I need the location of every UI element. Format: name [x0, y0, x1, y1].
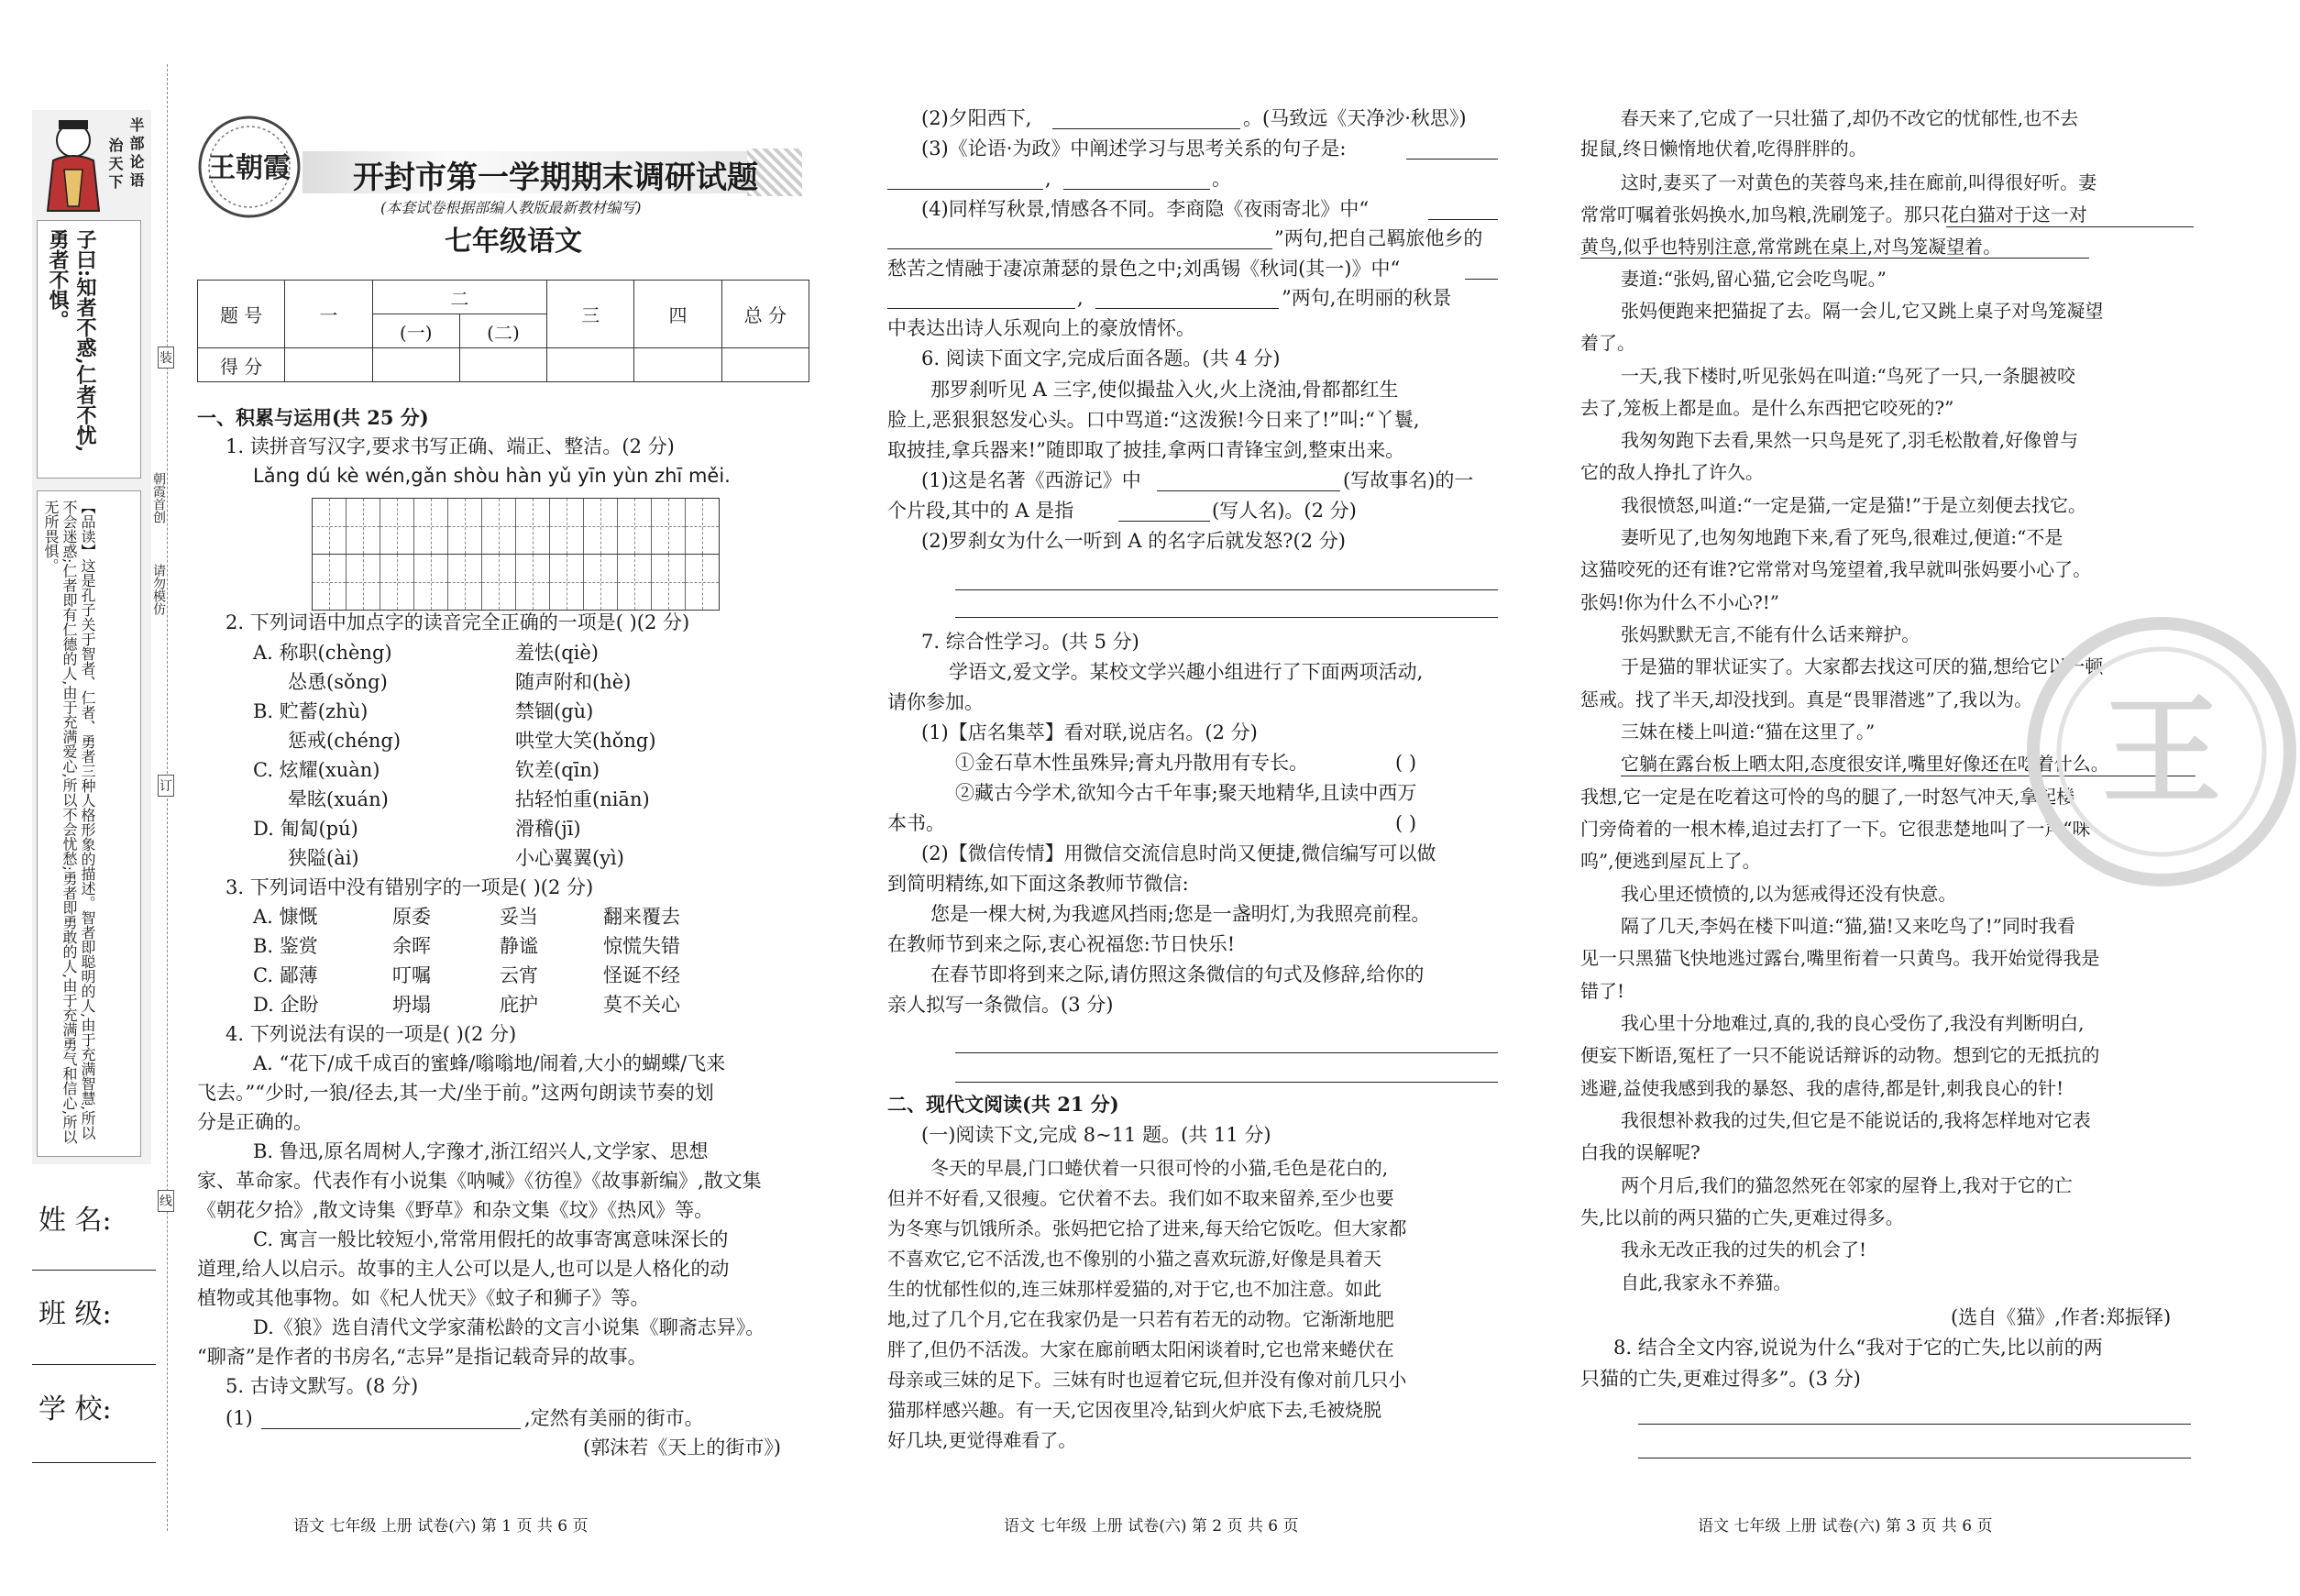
score-cell[interactable] — [285, 348, 372, 382]
score-cell[interactable] — [372, 348, 459, 382]
q3-b-4: 惊慌失错 — [603, 935, 680, 957]
q7-1-couplet-2: ②藏古今学术,欲知今古千年事;聚天地精华,且读中西万 — [955, 782, 1417, 804]
q3-a-1[interactable]: A. 慷慨 — [253, 906, 318, 928]
passage-1-cont: 它的敌人挣扎了许久。 — [1580, 461, 1764, 483]
class-field[interactable] — [32, 1364, 156, 1365]
q5-4-text: 愁苦之情融于凄凉萧瑟的景色之中;刘禹锡《秋词(其一)》中“ — [887, 258, 1401, 280]
passage-1-text: 地,过了几个月,它在我家仍是一只若有若无的动物。它渐渐地肥 — [887, 1308, 1394, 1330]
passage-1-cont: 这猫咬死的还有谁?它常常对鸟笼望着,我早就叫张妈要小心了。 — [1580, 558, 2092, 580]
score-table — [197, 280, 809, 382]
q4-line: “聊斋”是作者的书房名,“志异”是指记载奇异的故事。 — [197, 1346, 647, 1368]
q3-d-2: 坍塌 — [392, 994, 431, 1016]
q7-1-label: (1)【店名集萃】看对联,说店名。(2 分) — [921, 721, 1258, 743]
score-cell[interactable] — [634, 348, 721, 382]
passage-1-text: 为冬寒与饥饿所杀。张妈把它拾了进来,每天给它饭吃。但大家都 — [887, 1217, 1407, 1239]
q5-4-text: ”两句,在明丽的秋景 — [1282, 287, 1452, 309]
score-header-3: 三 — [547, 281, 634, 348]
q7-1-couplet-2: 本书。 — [887, 812, 945, 834]
q5-4-label: (4)同样写秋景,情感各不同。李商隐《夜雨寄北》中“ — [921, 198, 1370, 220]
q3-b-1[interactable]: B. 鉴赏 — [253, 935, 318, 957]
q2-option-d-4: 小心翼翼(yì) — [515, 847, 624, 869]
underline-mark — [1580, 258, 2089, 259]
q7-2-example: 您是一棵大树,为我遮风挡雨;您是一盏明灯,为我照亮前程。 — [930, 903, 1431, 925]
q5-3-sep: , — [1045, 168, 1051, 190]
q5-3-end: 。 — [1212, 168, 1231, 190]
q7-1-answer-1[interactable]: ( ) — [1395, 752, 1417, 774]
q4-line: A. “花下/成千成百的蜜蜂/嗡嗡地/闹着,大小的蝴蝶/飞来 — [253, 1052, 726, 1074]
passage-1-cont: 门旁倚着的一根木棒,追过去打了一下。它很悲楚地叫了一声“咪 — [1580, 818, 2091, 840]
passage-1-cont: 失,比以前的两只猫的亡失,更难过得多。 — [1580, 1206, 1904, 1228]
q6-1-text: (写人名)。(2 分) — [1212, 500, 1357, 522]
passage-1-source: (选自《猫》,作者:郑振铎) — [1951, 1306, 2172, 1328]
passage-1-cont: 张妈默默无言,不能有什么话来辩护。 — [1621, 623, 1920, 645]
q7-intro: 学语文,爱文学。某校文学兴趣小组进行了下面两项活动, — [949, 661, 1424, 683]
passage-1-cont: 三妹在楼上叫道:“猫在这里了。” — [1621, 721, 1876, 743]
q1-writing-grid[interactable] — [312, 498, 720, 555]
confucius-quote: 子曰:知者不惑,仁者不忧,勇者不惧。 — [46, 229, 97, 453]
seal-1: 装 — [158, 347, 174, 369]
passage-1-cont: 它躺在露台板上晒太阳,态度很安详,嘴里好像还在吃着什么。 — [1621, 753, 2109, 775]
score-sub-1: (一) — [372, 314, 459, 348]
passage-1-cont: 隔了几天,李妈在楼下叫道:“猫,猫!又来吃鸟了!”同时我看 — [1621, 915, 2075, 937]
q7-2-task: 亲人拟写一条微信。(3 分) — [887, 994, 1114, 1016]
q7-2-answer-line[interactable] — [955, 1052, 1498, 1053]
passage-1-cont: 惩戒。找了半天,却没找到。真是“畏罪潜逃”了,我以为。 — [1580, 688, 2033, 710]
q3-c-4: 怪诞不经 — [603, 964, 680, 986]
q5-3-blank[interactable] — [1063, 189, 1210, 190]
vertical-note-2: 请勿模仿 — [151, 564, 166, 615]
q3-c-3: 云宵 — [500, 964, 538, 986]
q3-a-2: 原委 — [392, 906, 431, 928]
watermark-seal — [2024, 614, 2299, 889]
q3-c-1[interactable]: C. 鄙薄 — [253, 964, 318, 986]
q2-option-c-4: 拈轻怕重(niān) — [515, 788, 650, 810]
passage-1-cont: 我永无改正我的过失的机会了! — [1621, 1238, 1867, 1260]
q4-line: B. 鲁迅,原名周树人,字豫才,浙江绍兴人,文学家、思想 — [253, 1140, 709, 1162]
q7-prompt: 7. 综合性学习。(共 5 分) — [921, 631, 1139, 653]
passage-1-cont: 春天来了,它成了一只壮猫了,却仍不改它的忧郁性,也不去 — [1621, 107, 2079, 129]
q2-option-d-2: 滑稽(jī) — [515, 818, 581, 840]
q4-line: 分是正确的。 — [197, 1111, 313, 1133]
q7-1-couplet-1: ①金石草木性虽殊异;膏丸丹散用有专长。 — [955, 752, 1309, 774]
passage-1-cont: 我心里十分地难过,真的,我的良心受伤了,我没有判断明白, — [1621, 1012, 2085, 1034]
q3-d-3: 庇护 — [500, 994, 538, 1016]
q2-option-d-3: 狭隘(ài) — [288, 847, 359, 869]
exam-subtitle: (本套试卷根据部编人教版最新教材编写) — [380, 199, 642, 216]
q1-prompt: 1. 读拼音写汉字,要求书写正确、端正、整洁。(2 分) — [226, 435, 675, 457]
q7-2-answer-line[interactable] — [955, 1082, 1498, 1083]
q5-4-blank[interactable] — [1428, 219, 1498, 220]
score-row-label: 得 分 — [198, 348, 285, 382]
q5-prompt: 5. 古诗文默写。(8 分) — [226, 1375, 419, 1397]
passage-1-cont: 妻道:“张妈,留心猫,它会吃鸟呢。” — [1621, 268, 1887, 290]
passage-1-cont: 去了,笼板上都是血。是什么东西把它咬死的?” — [1580, 397, 1954, 419]
q3-prompt: 3. 下列词语中没有错别字的一项是( )(2 分) — [226, 876, 594, 898]
passage-1-cont: 便妄下断语,冤枉了一只不能说话辩诉的动物。想到它的无抵抗的 — [1580, 1044, 2100, 1066]
section-1-heading: 一、积累与运用(共 25 分) — [197, 406, 429, 429]
passage-1-cont: 黄鸟,似乎也特别注意,常常跳在桌上,对鸟笼凝望着。 — [1580, 236, 2002, 258]
underline-mark — [1946, 226, 2194, 227]
q5-2-blank[interactable] — [1052, 128, 1240, 129]
score-cell[interactable] — [459, 348, 546, 382]
passage-1-prompt: (一)阅读下文,完成 8~11 题。(共 11 分) — [921, 1124, 1271, 1146]
q6-passage: 取披挂,拿兵器来!”随即取了披挂,拿两口青锋宝剑,整束出来。 — [887, 439, 1405, 461]
q5-1-blank[interactable] — [261, 1428, 521, 1429]
passage-1-text: 母亲或三妹的足下。三妹有时也逗着它玩,但并没有像对前几只小 — [887, 1369, 1407, 1391]
seal-3: 线 — [158, 1190, 174, 1212]
q5-3-label: (3)《论语·为政》中阐述学习与思考关系的句子是: — [921, 138, 1347, 160]
passage-1-cont: 错了! — [1580, 980, 1625, 1002]
q5-4-blank[interactable] — [887, 248, 1272, 249]
passage-1-text: 不喜欢它,它不活泼,也不像别的小猫之喜欢玩游,好像是具着天 — [887, 1248, 1382, 1270]
name-label: 姓 名: — [39, 1205, 112, 1237]
passage-1-cont: 捉鼠,终日懒惰地伏着,吃得胖胖的。 — [1580, 138, 1867, 160]
q2-option-c-3: 晕眩(xuán) — [288, 788, 389, 810]
q2-option-a-1[interactable]: A. 称职(chèng) — [253, 642, 392, 664]
footer-page-1: 语文 七年级 上册 试卷(六) 第 1 页 共 6 页 — [293, 1517, 589, 1535]
q6-1-blank[interactable] — [1157, 490, 1340, 491]
passage-1-cont: 我匆匆跑下去看,果然一只鸟是死了,羽毛松散着,好像曾与 — [1621, 429, 2079, 451]
q6-2-answer-line[interactable] — [955, 589, 1498, 590]
q4-line: D.《狼》选自清代文学家蒲松龄的文言小说集《聊斋志异》。 — [253, 1316, 765, 1338]
passage-1-cont: 着了。 — [1580, 332, 1635, 354]
q1-pinyin: Lǎng dú kè wén,gǎn shòu hàn yǔ yīn yùn zhī měi. — [253, 465, 731, 487]
passage-1-cont: 张妈!你为什么不小心?!” — [1580, 591, 1780, 613]
q3-a-4: 翻来覆去 — [603, 906, 680, 928]
q6-1-text: (写故事名)的一 — [1343, 469, 1474, 491]
passage-1-cont: 我很愤怒,叫道:“一定是猫,一定是猫!”于是立刻便去找它。 — [1621, 494, 2086, 516]
score-header-1: 一 — [285, 281, 372, 348]
footer-page-3: 语文 七年级 上册 试卷(六) 第 3 页 共 6 页 — [1698, 1517, 1993, 1535]
q7-2-text: 到简明精练,如下面这条教师节微信: — [887, 873, 1189, 895]
q5-4-sep: , — [1077, 287, 1084, 309]
q7-2-example: 在教师节到来之际,衷心祝福您:节日快乐! — [887, 933, 1236, 955]
q6-2-label: (2)罗刹女为什么一听到 A 的名字后就发怒?(2 分) — [921, 530, 1346, 552]
q8-prompt: 8. 结合全文内容,说说为什么“我对于它的亡失,比以前的两 — [1613, 1337, 2103, 1359]
passage-1-cont: 常常叮嘱着张妈换水,加鸟粮,洗刷笼子。那只花白猫对于这一对 — [1580, 204, 2087, 226]
score-header-4: 四 — [634, 281, 721, 348]
name-field[interactable] — [32, 1270, 156, 1271]
q4-line: 道理,给人以启示。故事的主人公可以是人,也可以是人格化的动 — [197, 1258, 730, 1280]
q3-c-2: 叮嘱 — [392, 964, 431, 986]
passage-1-cont: 白我的误解呢? — [1580, 1141, 1700, 1163]
class-label: 班 级: — [39, 1298, 112, 1330]
q6-passage: 脸上,恶狠狠怒发心头。口中骂道:“这泼猴!今日来了!”叫:“丫鬟, — [887, 409, 1420, 431]
q2-option-b-2: 禁锢(gù) — [515, 700, 594, 722]
passage-1-cont: 我很想补救我的过失,但它是不能说话的,我将怎样地对它表 — [1621, 1109, 2091, 1131]
passage-1-cont: 妻听见了,也匆匆地跑下来,看了死鸟,很难过,便道:“不是 — [1621, 526, 2063, 548]
q2-option-d-1[interactable]: D. 匍匐(pú) — [253, 818, 358, 840]
q4-line: C. 寓言一般比较短小,常常用假托的故事寄寓意味深长的 — [253, 1228, 729, 1250]
q3-b-3: 静谧 — [500, 935, 538, 957]
confucius-illustration — [37, 115, 110, 215]
score-header-total: 总 分 — [721, 281, 809, 348]
q5-4-blank[interactable] — [1095, 308, 1279, 309]
q5-3-blank[interactable] — [887, 189, 1043, 190]
passage-1-text: 生的忧郁性似的,连三妹那样爱猫的,对于它,也不加注意。如此 — [887, 1278, 1382, 1300]
q2-option-c-2: 钦差(qīn) — [515, 759, 600, 781]
passage-1-cont: 自此,我家永不养猫。 — [1621, 1271, 1792, 1293]
q3-d-4: 莫不关心 — [603, 994, 680, 1016]
passage-1-cont: 逃避,益使我感到我的暴怒、我的虐待,都是针,刺我良心的针! — [1580, 1077, 2064, 1099]
q2-prompt: 2. 下列词语中加点字的读音完全正确的一项是( )(2 分) — [226, 611, 690, 633]
q3-b-2: 余晖 — [392, 935, 431, 957]
seal-2: 订 — [158, 775, 174, 797]
q5-1-label: (1) — [226, 1407, 253, 1429]
score-header-label: 题 号 — [198, 281, 285, 348]
q5-1-source: (郭沫若《天上的街市》) — [583, 1436, 781, 1458]
passage-1-cont: 张妈便跑来把猫捉了去。隔一会儿,它又跳上桌子对鸟笼凝望 — [1621, 300, 2104, 322]
passage-1-text: 猫那样感兴趣。有一天,它因夜里冷,钻到火炉底下去,毛被烧脱 — [887, 1399, 1382, 1421]
q1-writing-grid[interactable] — [312, 554, 720, 611]
exam-title: 开封市第一学期期末调研试题 — [353, 160, 758, 196]
logo-text: 王朝霞 — [208, 152, 291, 184]
q6-2-answer-line[interactable] — [955, 617, 1498, 618]
passage-1-cont: 这时,妻买了一对黄色的芙蓉鸟来,挂在廊前,叫得很好听。妻 — [1621, 171, 2097, 193]
q4-line: 植物或其他事物。如《杞人忧天》《蚊子和狮子》等。 — [197, 1287, 650, 1309]
q8-answer-line[interactable] — [1638, 1424, 2191, 1425]
passage-1-cont: 一天,我下楼时,听见张妈在叫道:“鸟死了一只,一条腿被咬 — [1621, 365, 2076, 387]
q6-1-label: (1)这是名著《西游记》中 — [921, 469, 1141, 491]
q7-1-answer-2[interactable]: ( ) — [1395, 812, 1417, 834]
score-header-2: 二 — [372, 281, 547, 314]
q2-option-b-4: 哄堂大笑(hǒng) — [515, 730, 656, 752]
q2-option-b-1[interactable]: B. 贮蓄(zhù) — [253, 700, 369, 722]
q2-option-a-3: 怂恿(sǒng) — [288, 671, 388, 693]
q5-4-blank[interactable] — [1465, 279, 1498, 280]
passage-1-cont: 呜”,便逃到屋瓦上了。 — [1580, 850, 1761, 872]
commentary-text: 【品读】这是孔子关于智者、仁者、勇者三种人格形象的描述。智者即聪明的人,由于充满智慧,所以不会迷惑;仁者即有仁德的人,由于充满爱心,所以不会忧愁;勇者即勇敢的人,由于充满勇气和信心,所以无所畏惧。 — [42, 500, 96, 1145]
q6-1-text: 个片段,其中的 A 是指 — [887, 500, 1074, 522]
brand-logo — [197, 115, 303, 220]
passage-1-text: 但并不好看,又很瘦。它伏着不去。我们如不取来留养,至少也要 — [887, 1187, 1394, 1209]
passage-1-cont: 我想,它一定是在吃着这可怜的鸟的腿了,一时怒气冲天,拿起楼 — [1580, 786, 2075, 808]
q5-2-label: (2)夕阳西下, — [921, 107, 1032, 129]
q5-4-text: ”两句,把自己羁旅他乡的 — [1274, 227, 1483, 249]
q3-d-1[interactable]: D. 企盼 — [253, 994, 319, 1016]
passage-1-text: 冬天的早晨,门口蜷伏着一只很可怜的小猫,毛色是花白的, — [930, 1157, 1389, 1179]
binding-line — [167, 64, 168, 1531]
score-sub-2: (二) — [459, 314, 546, 348]
q5-4-blank[interactable] — [887, 308, 1075, 309]
q6-passage: 那罗刹听见 A 三字,使似撮盐入火,火上浇油,骨都都红生 — [930, 379, 1399, 401]
passage-1-cont: 于是猫的罪状证实了。大家都去找这可厌的猫,想给它以一顿 — [1621, 655, 2104, 677]
motto-1: 半部论语 — [127, 117, 145, 191]
q7-intro: 请你参加。 — [887, 691, 984, 713]
q7-2-task: 在春节即将到来之际,请仿照这条微信的句式及修辞,给你的 — [930, 963, 1425, 985]
q4-line: 家、革命家。代表作有小说集《呐喊》《彷徨》《故事新编》,散文集 — [197, 1170, 762, 1192]
motto-2: 治天下 — [106, 138, 124, 193]
exam-subject: 七年级语文 — [445, 226, 582, 258]
q2-option-a-2: 羞怯(qiè) — [515, 642, 599, 664]
school-label: 学 校: — [39, 1393, 112, 1425]
q8-prompt: 只猫的亡失,更难过得多”。(3 分) — [1580, 1368, 1861, 1390]
q5-4-text: 中表达出诗人乐观向上的豪放情怀。 — [887, 317, 1195, 339]
q2-option-c-1[interactable]: C. 炫耀(xuàn) — [253, 759, 380, 781]
score-cell[interactable] — [547, 348, 634, 382]
q5-3-blank[interactable] — [1406, 159, 1498, 160]
score-cell[interactable] — [721, 348, 809, 382]
q4-line: 《朝花夕拾》,散文诗集《野草》和杂文集《坟》《热风》等。 — [197, 1199, 714, 1221]
q5-1-text: ,定然有美丽的街市。 — [524, 1407, 704, 1429]
q2-option-a-4: 随声附和(hè) — [515, 671, 632, 693]
q2-option-b-3: 惩戒(chéng) — [288, 730, 402, 752]
q3-a-3: 妥当 — [500, 906, 538, 928]
q4-prompt: 4. 下列说法有误的一项是( )(2 分) — [226, 1023, 517, 1045]
school-field[interactable] — [32, 1462, 156, 1463]
footer-page-2: 语文 七年级 上册 试卷(六) 第 2 页 共 6 页 — [1004, 1517, 1299, 1535]
q5-2-source: 。(马致远《天净沙·秋思》) — [1243, 107, 1467, 129]
q6-1-blank[interactable] — [1118, 521, 1210, 522]
passage-1-text: 好几块,更觉得难看了。 — [887, 1429, 1077, 1451]
section-2-heading: 二、现代文阅读(共 21 分) — [887, 1093, 1119, 1116]
q6-prompt: 6. 阅读下面文字,完成后面各题。(共 4 分) — [921, 347, 1281, 369]
passage-1-cont: 两个月后,我们的猫忽然死在邻家的屋脊上,我对于它的亡 — [1621, 1174, 2073, 1196]
q4-line: 飞去。”“少时,一狼/径去,其一犬/坐于前。”这两句朗读节奏的划 — [197, 1082, 714, 1104]
vertical-note-1: 朝霞首创 — [151, 472, 166, 523]
q7-2-label: (2)【微信传情】用微信交流信息时尚又便捷,微信编写可以做 — [921, 842, 1436, 864]
passage-1-text: 胖了,但仍不活泼。大家在廊前晒太阳闲谈着时,它也常来蜷伏在 — [887, 1338, 1394, 1360]
passage-1-cont: 我心里还愤愤的,以为惩戒得还没有快意。 — [1621, 883, 1957, 905]
watermark-text: 王 — [2101, 681, 2222, 821]
passage-1-cont: 见一只黑猫飞快地逃过露台,嘴里衔着一只黄鸟。我开始觉得我是 — [1580, 947, 2100, 969]
